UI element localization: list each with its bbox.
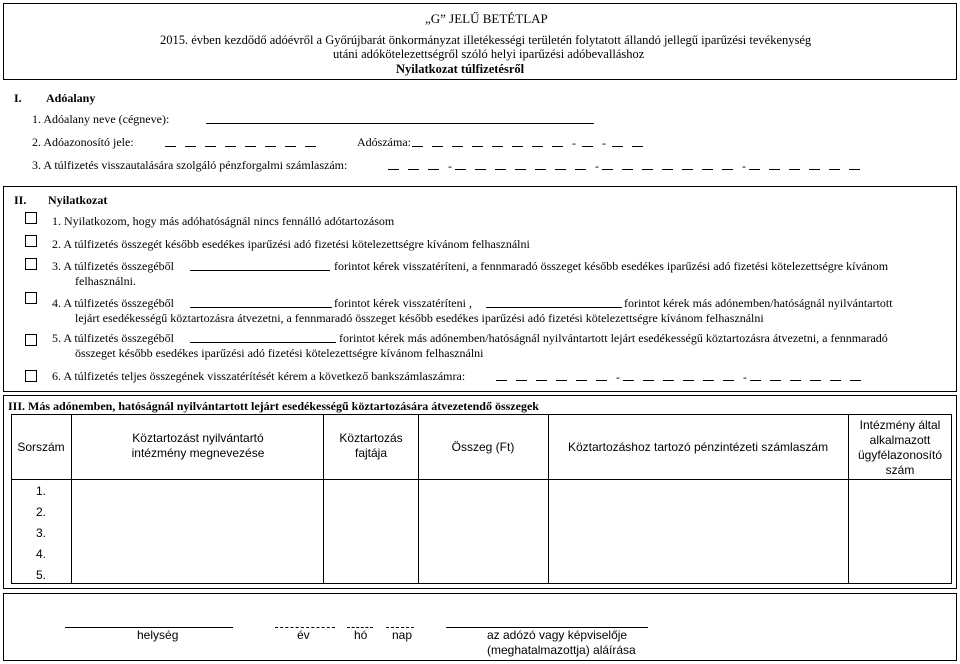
statement-1-text: 1. Nyilatkozom, hogy más adóhatóságnál nincs fennálló adótartozásom [52, 214, 395, 228]
checkbox-statement-4[interactable] [25, 292, 37, 304]
statement-4-text-c: forintot kérek más adónemben/hatóságnál nyilvántartott [624, 296, 893, 310]
year-label: év [297, 628, 310, 642]
form-title: „G” JELŰ BETÉTLAP [425, 11, 548, 26]
checkbox-statement-1[interactable] [25, 212, 37, 224]
table-col-divider-5 [848, 414, 849, 584]
month-label: hó [354, 628, 368, 642]
tax-id-label: 2. Adóazonosító jele: [32, 135, 134, 149]
tax-number-label: Adószáma: [357, 135, 411, 149]
table-row-4: 4. [36, 547, 47, 561]
column-header-debt-type: Köztartozás fajtája [339, 431, 403, 460]
header-line-2: utáni adókötelezettségről szóló helyi iparűzési adóbevalláshoz [333, 47, 645, 61]
statement-4-text-a: 4. A túlfizetés összegéből [52, 296, 174, 310]
checkbox-statement-2[interactable] [25, 235, 37, 247]
signer-label-2: (meghatalmazottja) aláírása [487, 643, 636, 657]
statement-5-text-b: forintot kérek más adónemben/hatóságnál nyilvántartott lejárt esedékességű köztartozásra átvezetni, a fennmaradó [339, 331, 888, 345]
bank-account-label: 3. A túlfizetés visszautalására szolgáló pénzforgalmi számlaszám: [32, 158, 348, 172]
section1-roman: I. [14, 91, 22, 105]
checkbox-statement-3[interactable] [25, 258, 37, 270]
statement-4-amount-field-1[interactable] [190, 296, 332, 311]
column-header-sorszam: Sorszám [17, 440, 65, 454]
section1-title: Adóalany [46, 91, 96, 105]
statement-5-text-a: 5. A túlfizetés összegéből [52, 331, 174, 345]
statement-4-text-d: lejárt esedékességű köztartozásra átvezetni, a fennmaradó összeget később esedékes iparűzési adó fizetési kötelezettségre kívánom felhasználni [75, 311, 764, 325]
table-col-divider-2 [323, 414, 324, 584]
column-header-amount: Összeg (Ft) [451, 440, 515, 454]
statement-4-amount-field-2[interactable] [486, 296, 622, 311]
statement-6-bank-account-field[interactable]: - - [496, 369, 870, 384]
checkbox-statement-6[interactable] [25, 370, 37, 382]
statement-3-text-a: 3. A túlfizetés összegéből [52, 259, 174, 273]
statement-2-text: 2. A túlfizetés összegét később esedékes iparűzési adó fizetési kötelezettségre kívánom felhasználni [52, 237, 530, 251]
day-label: nap [392, 628, 413, 642]
section2-title: Nyilatkozat [48, 193, 108, 207]
column-header-institution: Köztartozást nyilvántartó intézmény megnevezése [131, 431, 265, 460]
checkbox-statement-5[interactable] [25, 334, 37, 346]
table-row-1: 1. [36, 484, 47, 498]
header-line-1: 2015. évben kezdődő adóévről a Győrújbarát önkormányzat illetékességi területén folytatott állandó jellegű iparűzési tevékenység [160, 33, 812, 47]
table-row-2: 2. [36, 505, 47, 519]
tax-number-field[interactable]: - - [412, 135, 652, 150]
bank-account-field[interactable]: - - - [388, 158, 869, 173]
taxpayer-name-label: 1. Adóalany neve (cégneve): [32, 112, 170, 126]
signer-label-1: az adózó vagy képviselője [487, 628, 628, 642]
table-row-3: 3. [36, 526, 47, 540]
section2-roman: II. [14, 193, 27, 207]
tax-id-field[interactable] [165, 135, 325, 150]
column-header-account: Köztartozáshoz tartozó pénzintézeti számlaszám [567, 440, 829, 454]
taxpayer-name-field[interactable] [206, 112, 594, 127]
statement-5-amount-field[interactable] [190, 331, 336, 346]
table-col-divider-1 [71, 414, 72, 584]
statement-3-amount-field[interactable] [190, 259, 330, 274]
statement-5-text-c: összeget később esedékes iparűzési adó fizetési kötelezettségre kívánom felhasználni [75, 346, 484, 360]
statement-6-text: 6. A túlfizetés teljes összegének visszatérítését kérem a következő bankszámlaszámra: [52, 369, 466, 383]
statement-3-text-b: forintot kérek visszatéríteni, a fennmaradó összeget később esedékes iparűzési adó fizetési kötelezettségre kívánom [334, 259, 889, 273]
header-line-3: Nyilatkozat túlfizetésről [396, 62, 525, 76]
table-row-5: 5. [36, 568, 47, 582]
table-header-divider [11, 479, 952, 480]
column-header-client-id: Intézmény által alkalmazott ügyfélazonosító szám [857, 418, 943, 477]
place-label: helység [137, 628, 179, 642]
section3-title: III. Más adónemben, hatóságnál nyilvántartott lejárt esedékességű köztartozására átvezetendő összegek [8, 399, 539, 413]
statement-3-text-c: felhasználni. [75, 274, 136, 288]
statement-4-text-b: forintot kérek visszatéríteni , [334, 296, 472, 310]
